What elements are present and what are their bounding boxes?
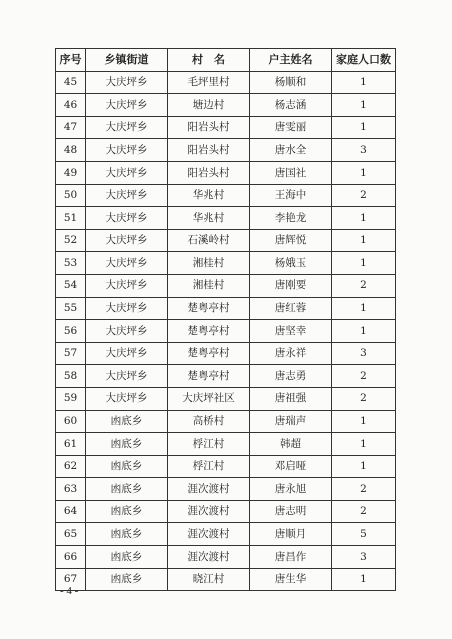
cell-household-size: 2 [332,500,396,523]
cell-township: 大庆坪乡 [86,71,168,94]
table-row [56,342,396,365]
cell-township: 大庆坪乡 [86,139,168,162]
table-row [56,433,396,456]
cell-village-name: 大庆坪社区 [168,387,250,410]
cell-householder-name: 唐昌作 [250,546,332,569]
cell-householder-name: 唐志勇 [250,365,332,388]
cell-serial-number: 50 [56,184,86,207]
header-serial-number: 序号 [56,49,86,72]
cell-household-size: 1 [332,433,396,456]
table-row [56,116,396,139]
table-row [56,410,396,433]
cell-household-size: 1 [332,71,396,94]
cell-household-size: 2 [332,184,396,207]
table-row [56,229,396,252]
cell-township: 凼底乡 [86,478,168,501]
cell-township: 大庆坪乡 [86,387,168,410]
cell-village-name: 涯次渡村 [168,500,250,523]
cell-serial-number: 46 [56,94,86,117]
cell-township: 大庆坪乡 [86,229,168,252]
cell-serial-number: 60 [56,410,86,433]
cell-householder-name: 唐顺月 [250,523,332,546]
cell-village-name: 桴江村 [168,455,250,478]
cell-township: 大庆坪乡 [86,207,168,230]
cell-householder-name: 杨志涵 [250,94,332,117]
cell-township: 凼底乡 [86,568,168,591]
cell-household-size: 1 [332,455,396,478]
cell-township: 凼底乡 [86,500,168,523]
cell-householder-name: 唐永旭 [250,478,332,501]
cell-village-name: 楚粤亭村 [168,342,250,365]
cell-village-name: 石溪岭村 [168,229,250,252]
table-row [56,455,396,478]
cell-township: 凼底乡 [86,455,168,478]
cell-serial-number: 45 [56,71,86,94]
cell-township: 大庆坪乡 [86,342,168,365]
cell-village-name: 楚粤亭村 [168,297,250,320]
cell-household-size: 1 [332,410,396,433]
cell-householder-name: 王海中 [250,184,332,207]
cell-serial-number: 56 [56,320,86,343]
cell-household-size: 1 [332,207,396,230]
cell-householder-name: 唐红蓉 [250,297,332,320]
cell-village-name: 湘桂村 [168,274,250,297]
table-row [56,320,396,343]
cell-serial-number: 63 [56,478,86,501]
cell-village-name: 华兆村 [168,207,250,230]
cell-householder-name: 唐生华 [250,568,332,591]
cell-serial-number: 57 [56,342,86,365]
cell-householder-name: 唐志明 [250,500,332,523]
table-header-row [56,49,396,72]
cell-village-name: 毛坪里村 [168,71,250,94]
table-row [56,387,396,410]
cell-serial-number: 53 [56,252,86,275]
cell-serial-number: 49 [56,161,86,184]
cell-householder-name: 唐祖强 [250,387,332,410]
cell-householder-name: 杨娥玉 [250,252,332,275]
table-row [56,71,396,94]
cell-village-name: 阳岩头村 [168,116,250,139]
cell-township: 大庆坪乡 [86,94,168,117]
cell-township: 大庆坪乡 [86,365,168,388]
table-row [56,252,396,275]
cell-serial-number: 67 [56,568,86,591]
cell-householder-name: 唐雯丽 [250,116,332,139]
cell-householder-name: 唐坚幸 [250,320,332,343]
cell-serial-number: 59 [56,387,86,410]
cell-householder-name: 邓启哑 [250,455,332,478]
cell-household-size: 5 [332,523,396,546]
cell-township: 凼底乡 [86,546,168,569]
cell-township: 大庆坪乡 [86,116,168,139]
cell-household-size: 2 [332,478,396,501]
cell-household-size: 1 [332,116,396,139]
cell-village-name: 塘边村 [168,94,250,117]
header-household-size: 家庭人口数 [332,49,396,72]
cell-village-name: 阳岩头村 [168,161,250,184]
cell-household-size: 2 [332,387,396,410]
cell-serial-number: 51 [56,207,86,230]
cell-township: 凼底乡 [86,523,168,546]
cell-township: 大庆坪乡 [86,184,168,207]
cell-township: 大庆坪乡 [86,252,168,275]
cell-township: 大庆坪乡 [86,161,168,184]
cell-household-size: 1 [332,94,396,117]
cell-household-size: 3 [332,546,396,569]
cell-householder-name: 韩超 [250,433,332,456]
table-row [56,523,396,546]
cell-household-size: 1 [332,320,396,343]
cell-village-name: 湘桂村 [168,252,250,275]
header-township: 乡镇街道 [86,49,168,72]
cell-householder-name: 唐瑞声 [250,410,332,433]
table-row [56,568,396,591]
cell-village-name: 楚粤亭村 [168,320,250,343]
header-householder-name: 户主姓名 [250,49,332,72]
cell-householder-name: 李艳龙 [250,207,332,230]
cell-household-size: 1 [332,229,396,252]
cell-serial-number: 65 [56,523,86,546]
cell-householder-name: 唐刚要 [250,274,332,297]
cell-serial-number: 61 [56,433,86,456]
cell-serial-number: 47 [56,116,86,139]
cell-township: 凼底乡 [86,410,168,433]
cell-serial-number: 58 [56,365,86,388]
cell-household-size: 1 [332,568,396,591]
table-row [56,365,396,388]
cell-householder-name: 杨顺和 [250,71,332,94]
cell-village-name: 华兆村 [168,184,250,207]
cell-village-name: 阳岩头村 [168,139,250,162]
cell-serial-number: 55 [56,297,86,320]
cell-householder-name: 唐辉悦 [250,229,332,252]
cell-village-name: 桴江村 [168,433,250,456]
cell-household-size: 2 [332,274,396,297]
header-village-name: 村 名 [168,49,250,72]
cell-household-size: 1 [332,252,396,275]
cell-village-name: 涯次渡村 [168,523,250,546]
cell-village-name: 晓江村 [168,568,250,591]
cell-householder-name: 唐永祥 [250,342,332,365]
cell-household-size: 1 [332,297,396,320]
page-number: - 4 - [60,585,79,597]
cell-serial-number: 48 [56,139,86,162]
cell-village-name: 涯次渡村 [168,546,250,569]
cell-township: 大庆坪乡 [86,297,168,320]
cell-serial-number: 52 [56,229,86,252]
cell-household-size: 3 [332,342,396,365]
cell-village-name: 涯次渡村 [168,478,250,501]
cell-township: 大庆坪乡 [86,320,168,343]
table-row [56,207,396,230]
cell-village-name: 高桥村 [168,410,250,433]
cell-village-name: 楚粤亭村 [168,365,250,388]
table-row [56,94,396,117]
table-row [56,500,396,523]
cell-serial-number: 62 [56,455,86,478]
cell-township: 凼底乡 [86,433,168,456]
cell-household-size: 1 [332,161,396,184]
cell-householder-name: 唐国社 [250,161,332,184]
table-row [56,546,396,569]
cell-household-size: 2 [332,365,396,388]
cell-township: 大庆坪乡 [86,274,168,297]
household-table [55,48,396,591]
cell-serial-number: 54 [56,274,86,297]
table-row [56,274,396,297]
cell-serial-number: 64 [56,500,86,523]
cell-serial-number: 66 [56,546,86,569]
table-row [56,478,396,501]
table-row [56,184,396,207]
table-row [56,297,396,320]
cell-householder-name: 唐水全 [250,139,332,162]
table-row [56,161,396,184]
cell-household-size: 3 [332,139,396,162]
table-row [56,139,396,162]
